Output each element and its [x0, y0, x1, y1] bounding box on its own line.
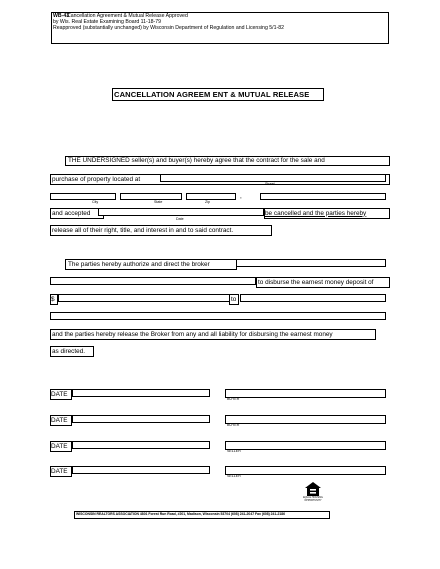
cancelled-text: be cancelled and the parties hereby — [265, 209, 367, 217]
zip-label: Zip — [205, 200, 210, 204]
property-street-field[interactable] — [160, 174, 386, 182]
buyer-label-1: BUYER — [227, 397, 240, 401]
agreement-intro-text: THE UNDERSIGNED seller(s) and buyer(s) hereby agree that the contract for the sale and — [68, 157, 325, 164]
disburse-text: to disburse the earnest money deposit of — [258, 278, 374, 286]
approval-line-2: by Wis. Real Estate Examining Board 11-18-79 — [53, 19, 162, 25]
and-accepted-text: and accepted — [52, 209, 91, 217]
release-broker-text: and the parties hereby release the Broker from any and all liability for disbursing the earnest money — [52, 330, 333, 338]
date-field-1[interactable] — [72, 389, 210, 397]
release-text: release all of their right, title, and interest in and to said contract. — [52, 226, 234, 234]
equal-housing-icon — [305, 482, 321, 496]
as-directed-text: as directed. — [52, 347, 86, 355]
authorize-text: The parties hereby authorize and direct the broker — [68, 260, 210, 268]
seller-signature-field-1[interactable] — [225, 441, 386, 450]
approval-line-3: Reapproved (substantially unchanged) by Wisconsin Department of Regulation and Licensing 5/1-82 — [53, 25, 284, 31]
footer-text: WISCONSIN REALTORS ASSOCIATION 4801 Forest Run Road, #201, Madison, Wisconsin 53704 (608) 241-2047 Fax (608) 241-2186 — [76, 512, 286, 516]
property-zip-field[interactable] — [186, 193, 236, 200]
accepted-date-field[interactable] — [98, 208, 264, 216]
seller-label-2: SELLER — [227, 474, 241, 478]
broker-name-field[interactable] — [236, 259, 386, 267]
city-label: City — [92, 200, 99, 204]
state-label: State — [154, 200, 163, 204]
property-city-field[interactable] — [50, 193, 116, 200]
buyer-signature-field-1[interactable] — [225, 389, 386, 398]
date-field-4[interactable] — [72, 466, 210, 474]
street-label: Street — [265, 182, 275, 186]
date-label-3: DATE — [51, 442, 68, 450]
buyer-signature-field-2[interactable] — [225, 415, 386, 424]
property-extra-field[interactable] — [260, 193, 386, 200]
comma-separator: , — [240, 193, 242, 200]
broker-continued-field[interactable] — [50, 277, 256, 285]
approval-line-1: Cancellation Agreement & Mutual Release Approved — [67, 13, 188, 19]
date-label: Date — [176, 217, 184, 221]
form-title: CANCELLATION AGREEM ENT & MUTUAL RELEASE — [114, 89, 310, 99]
date-label-1: DATE — [51, 390, 68, 398]
deposit-amount-field[interactable] — [58, 294, 230, 302]
date-field-2[interactable] — [72, 415, 210, 423]
date-label-2: DATE — [51, 416, 68, 424]
date-label-4: DATE — [51, 467, 68, 475]
seller-label-1: SELLER — [227, 449, 241, 453]
form-code: WB-43 — [53, 13, 70, 19]
equal-housing-text: EQUAL HOUSING OPPORTUNITY — [303, 496, 323, 502]
seller-signature-field-2[interactable] — [225, 466, 386, 475]
payee-field[interactable] — [240, 294, 386, 302]
date-field-3[interactable] — [72, 441, 210, 449]
dollar-sign: $ — [51, 295, 55, 303]
purchase-text: purchase of property located at — [52, 175, 141, 183]
buyer-label-2: BUYER — [227, 423, 240, 427]
property-state-field[interactable] — [120, 193, 182, 200]
to-text: to — [231, 295, 237, 303]
payee-continued-field[interactable] — [50, 312, 386, 320]
